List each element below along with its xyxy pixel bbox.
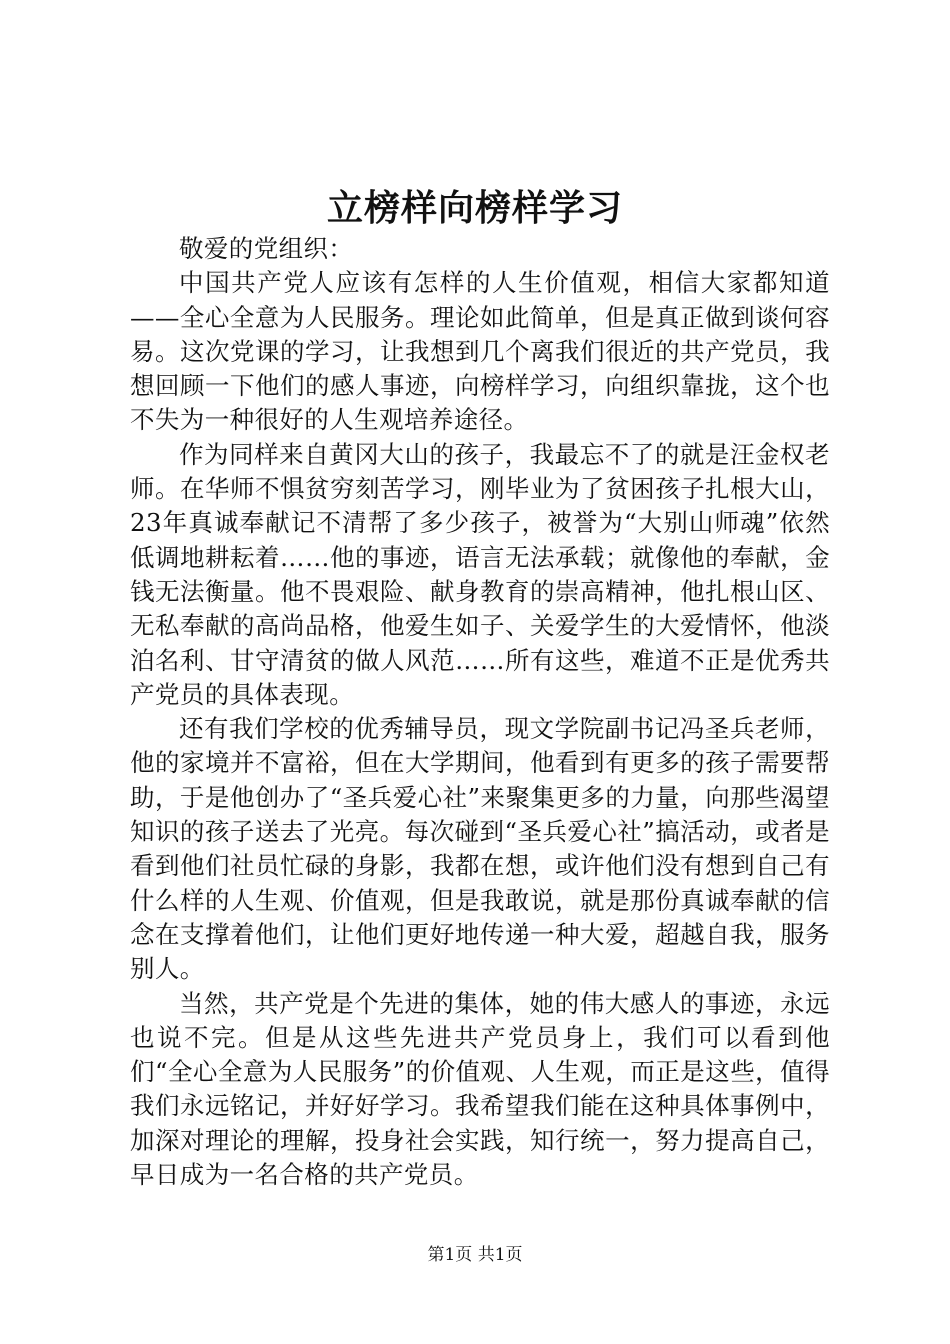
paragraph-2: 作为同样来自黄冈大山的孩子，我最忘不了的就是汪金权老师。在华师不惧贫穷刻苦学习，刚毕业为了贫困孩子扎根大山，23年真诚奉献记不清帮了多少孩子，被誉为“大别山师魂”依然低调地耕耘着……他的事迹，语言无法承载；就像他的奉献，金钱无法衡量。他不畏艰险、献身教育的崇高精神，他扎根山区、无私奉献的高尚品格，他爱生如子、关爱学生的大爱情怀，他淡泊名利、甘守清贫的做人风范……所有这些，难道不正是优秀共产党员的具体表现。 — [130, 439, 830, 709]
salutation: 敬爱的党组织： — [179, 234, 354, 263]
paragraph-1: 中国共产党人应该有怎样的人生价值观，相信大家都知道——全心全意为人民服务。理论如此简单，但是真正做到谈何容易。这次党课的学习，让我想到几个离我们很近的共产党员，我想回顾一下他们的感人事迹，向榜样学习，向组织靠拢，这个也不失为一种很好的人生观培养途径。 — [130, 268, 830, 435]
paragraph-3: 还有我们学校的优秀辅导员，现文学院副书记冯圣兵老师，他的家境并不富裕，但在大学期间，他看到有更多的孩子需要帮助，于是他创办了“圣兵爱心社”来聚集更多的力量，向那些渴望知识的孩子送去了光亮。每次碰到“圣兵爱心社”搞活动，或者是看到他们社员忙碌的身影，我都在想，或许他们没有想到自己有什么样的人生观、价值观，但是我敢说，就是那份真诚奉献的信念在支撑着他们，让他们更好地传递一种大爱，超越自我，服务别人。 — [130, 714, 830, 984]
document-body — [130, 232, 830, 1192]
document-title: 立榜样向榜样学习 — [326, 187, 623, 229]
page-footer: 第1页 共1页 — [427, 1245, 523, 1265]
paragraph-4: 当然，共产党是个先进的集体，她的伟大感人的事迹，永远也说不完。但是从这些先进共产党员身上，我们可以看到他们“全心全意为人民服务”的价值观、人生观，而正是这些，值得我们永远铭记，并好好学习。我希望我们能在这种具体事例中，加深对理论的理解，投身社会实践，知行统一，努力提高自己，早日成为一名合格的共产党员。 — [130, 988, 830, 1190]
